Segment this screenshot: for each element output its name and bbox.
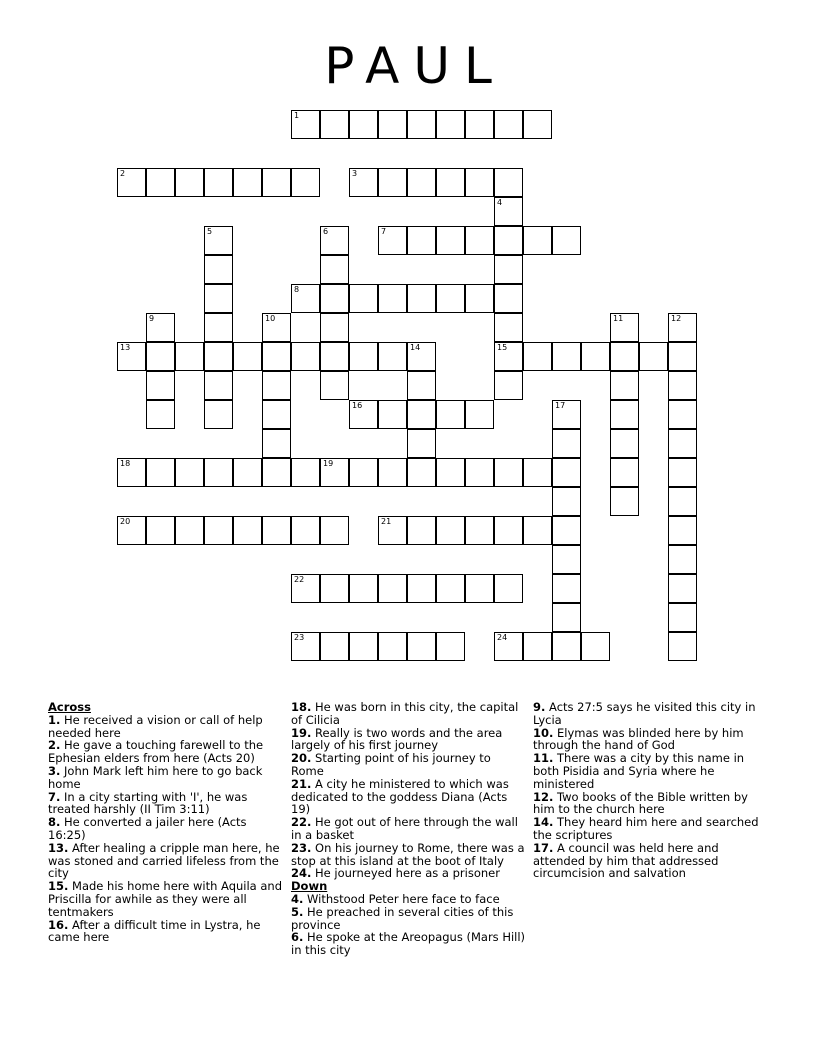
grid-cell[interactable] [552, 603, 581, 632]
across-header: Across [48, 700, 91, 714]
grid-cell[interactable] [146, 313, 175, 342]
clue-item [533, 727, 773, 753]
grid-cell[interactable] [175, 168, 204, 197]
grid-cell[interactable] [523, 458, 552, 487]
grid-cell[interactable] [146, 400, 175, 429]
grid-cell[interactable] [436, 516, 465, 545]
clue-item [533, 701, 773, 727]
grid-cell[interactable] [436, 458, 465, 487]
grid-cell[interactable] [349, 342, 378, 371]
grid-cell[interactable] [320, 110, 349, 139]
clue-text: Starting point of his journey to Rome [291, 751, 491, 778]
clue-text: A city he ministered to which was dedicated to the goddess Diana (Acts 19) [291, 776, 509, 817]
grid-cell[interactable] [494, 574, 523, 603]
clue-text: Two books of the Bible written by him to the church here [533, 789, 748, 817]
grid-cell[interactable] [668, 429, 697, 458]
clue-text: On his journey to Rome, there was a stop at this island at the boot of Italy [291, 840, 525, 868]
clue-item [291, 816, 527, 842]
grid-cell[interactable] [117, 458, 146, 487]
cell-number: 20 [120, 517, 131, 526]
grid-cell[interactable] [668, 342, 697, 371]
grid-cell[interactable] [146, 516, 175, 545]
grid-cell[interactable] [204, 400, 233, 429]
grid-cell[interactable] [436, 632, 465, 661]
clue-text: Withstood Peter here face to face [303, 891, 500, 906]
grid-cell[interactable] [349, 110, 378, 139]
grid-cell[interactable] [117, 168, 146, 197]
grid-cell[interactable] [407, 168, 436, 197]
grid-cell[interactable] [117, 516, 146, 545]
clue-text: In a city starting with 'I', he was treated harshly (II Tim 3:11) [48, 789, 248, 817]
grid-cell[interactable] [175, 342, 204, 371]
grid-cell[interactable] [378, 458, 407, 487]
grid-cell[interactable] [320, 226, 349, 255]
grid-cell[interactable] [436, 226, 465, 255]
grid-cell[interactable] [436, 110, 465, 139]
clue-text: He converted a jailer here (Acts 16:25) [48, 815, 247, 842]
grid-cell[interactable] [378, 110, 407, 139]
cell-number: 11 [613, 314, 624, 323]
grid-cell[interactable] [581, 632, 610, 661]
grid-cell[interactable] [320, 342, 349, 371]
grid-cell[interactable] [465, 284, 494, 313]
cell-number: 12 [671, 314, 682, 323]
grid-cell[interactable] [465, 400, 494, 429]
grid-cell[interactable] [494, 632, 523, 661]
grid-cell[interactable] [523, 632, 552, 661]
grid-cell[interactable] [639, 342, 668, 371]
clue-item [48, 739, 284, 765]
grid-cell[interactable] [204, 342, 233, 371]
grid-cell[interactable] [494, 458, 523, 487]
clue-text: There was a city by this name in both Pisidia and Syria where he ministered [533, 751, 745, 791]
clue-number: 20. [291, 751, 312, 766]
clue-item [291, 752, 527, 778]
clue-text: He was born in this city, the capital of Cilicia [291, 700, 519, 727]
grid-cell[interactable] [262, 371, 291, 400]
grid-cell[interactable] [204, 255, 233, 284]
grid-cell[interactable] [262, 342, 291, 371]
grid-cell[interactable] [378, 168, 407, 197]
grid-cell[interactable] [407, 226, 436, 255]
cell-number: 22 [294, 575, 305, 584]
clue-text: Elymas was blinded here by him through the hand of God [533, 725, 744, 753]
clue-number: 12. [533, 789, 554, 804]
clue-number: 18. [291, 700, 312, 714]
grid-cell[interactable] [407, 574, 436, 603]
cell-number: 24 [497, 633, 508, 642]
cell-number: 5 [207, 227, 213, 236]
grid-cell[interactable] [204, 168, 233, 197]
grid-cell[interactable] [494, 284, 523, 313]
clue-text: John Mark left him here to go back home [48, 763, 263, 791]
grid-cell[interactable] [494, 313, 523, 342]
cell-number: 19 [323, 459, 334, 468]
clue-number: 15. [48, 879, 69, 894]
grid-cell[interactable] [523, 342, 552, 371]
grid-cell[interactable] [494, 168, 523, 197]
grid-cell[interactable] [407, 632, 436, 661]
grid-cell[interactable] [146, 342, 175, 371]
grid-cell[interactable] [436, 400, 465, 429]
grid-cell[interactable] [668, 603, 697, 632]
grid-cell[interactable] [610, 371, 639, 400]
grid-cell[interactable] [552, 429, 581, 458]
cell-number: 8 [294, 285, 300, 294]
grid-cell[interactable] [465, 168, 494, 197]
grid-cell[interactable] [175, 516, 204, 545]
clue-number: 9. [533, 700, 546, 714]
cell-number: 1 [294, 111, 300, 120]
grid-cell[interactable] [407, 458, 436, 487]
puzzle-title: PAUL [324, 37, 506, 95]
grid-cell[interactable] [349, 632, 378, 661]
clue-number: 23. [291, 840, 312, 855]
grid-cell[interactable] [349, 574, 378, 603]
clue-text: He got out of here through the wall in a basket [291, 815, 518, 842]
clue-item [291, 701, 527, 727]
grid-cell[interactable] [465, 516, 494, 545]
clue-number: 21. [291, 776, 312, 791]
clue-number: 4. [291, 891, 304, 906]
grid-cell[interactable] [668, 313, 697, 342]
grid-cell[interactable] [494, 197, 523, 226]
clue-number: 24. [291, 866, 312, 881]
grid-cell[interactable] [465, 110, 494, 139]
grid-cell[interactable] [262, 400, 291, 429]
grid-cell[interactable] [204, 226, 233, 255]
clue-item [533, 752, 773, 790]
grid-cell[interactable] [552, 574, 581, 603]
grid-cell[interactable] [378, 342, 407, 371]
clue-text: He received a vision or call of help needed here [48, 712, 263, 740]
grid-cell[interactable] [436, 284, 465, 313]
grid-cell[interactable] [552, 516, 581, 545]
grid-cell[interactable] [291, 632, 320, 661]
grid-cell[interactable] [320, 313, 349, 342]
grid-cell[interactable] [407, 110, 436, 139]
grid-cell[interactable] [610, 458, 639, 487]
clue-number: 13. [48, 840, 69, 855]
grid-cell[interactable] [407, 400, 436, 429]
grid-cell[interactable] [291, 516, 320, 545]
grid-cell[interactable] [175, 458, 204, 487]
grid-cell[interactable] [262, 313, 291, 342]
clue-text: After a difficult time in Lystra, he came here [48, 917, 261, 945]
clue-number: 7. [48, 789, 61, 804]
grid-cell[interactable] [204, 371, 233, 400]
clue-number: 8. [48, 815, 61, 830]
grid-cell[interactable] [291, 458, 320, 487]
grid-cell[interactable] [494, 371, 523, 400]
clue-number: 16. [48, 917, 69, 932]
cell-number: 10 [265, 314, 276, 323]
grid-cell[interactable] [581, 342, 610, 371]
clue-column-2 [291, 701, 527, 957]
grid-cell[interactable] [146, 371, 175, 400]
clue-text: He gave a touching farewell to the Ephesian elders from here (Acts 20) [48, 738, 264, 766]
grid-cell[interactable] [610, 342, 639, 371]
grid-cell[interactable] [146, 168, 175, 197]
clue-item [291, 727, 527, 753]
grid-cell[interactable] [494, 342, 523, 371]
clue-number: 14. [533, 815, 554, 830]
grid-cell[interactable] [378, 574, 407, 603]
cell-number: 6 [323, 227, 329, 236]
grid-cell[interactable] [204, 313, 233, 342]
clue-item [291, 842, 527, 868]
grid-cell[interactable] [146, 458, 175, 487]
grid-cell[interactable] [262, 168, 291, 197]
grid-cell[interactable] [552, 632, 581, 661]
grid-cell[interactable] [668, 632, 697, 661]
clue-number: 6. [291, 930, 304, 945]
grid-cell[interactable] [378, 516, 407, 545]
grid-cell[interactable] [552, 487, 581, 516]
cell-number: 13 [120, 343, 131, 352]
clue-number: 11. [533, 751, 554, 766]
grid-cell[interactable] [349, 284, 378, 313]
grid-cell[interactable] [407, 516, 436, 545]
grid-cell[interactable] [378, 226, 407, 255]
grid-cell[interactable] [610, 429, 639, 458]
grid-cell[interactable] [610, 487, 639, 516]
clue-number: 10. [533, 725, 554, 740]
grid-cell[interactable] [378, 400, 407, 429]
clue-text: A council was held here and attended by him that addressed circumcision and salvation [533, 840, 719, 881]
clue-text: He spoke at the Areopagus (Mars Hill) in this city [291, 930, 526, 958]
grid-cell[interactable] [668, 516, 697, 545]
clue-item [48, 816, 284, 842]
grid-cell[interactable] [320, 632, 349, 661]
cell-number: 16 [352, 401, 363, 410]
clue-text: Really is two words and the area largely of his first journey [291, 725, 503, 753]
grid-cell[interactable] [465, 226, 494, 255]
grid-cell[interactable] [523, 110, 552, 139]
cell-number: 2 [120, 169, 126, 178]
grid-cell[interactable] [262, 516, 291, 545]
grid-cell[interactable] [291, 574, 320, 603]
clue-number: 17. [533, 840, 554, 855]
grid-cell[interactable] [407, 284, 436, 313]
grid-cell[interactable] [204, 284, 233, 313]
clue-text: Made his home here with Aquila and Priscilla for awhile as they were all tentmakers [48, 879, 283, 919]
grid-cell[interactable] [552, 400, 581, 429]
grid-cell[interactable] [465, 458, 494, 487]
grid-cell[interactable] [552, 226, 581, 255]
grid-cell[interactable] [668, 458, 697, 487]
clue-number: 19. [291, 725, 312, 740]
cell-number: 21 [381, 517, 392, 526]
grid-cell[interactable] [407, 371, 436, 400]
clue-item [533, 842, 773, 880]
clue-text: He journeyed here as a prisoner [311, 866, 500, 881]
cell-number: 3 [352, 169, 358, 178]
down-header: Down [291, 879, 328, 894]
clue-item [291, 906, 527, 932]
clue-text: After healing a cripple man here, he was stoned and carried lifeless from the city [48, 840, 280, 881]
grid-cell[interactable] [436, 574, 465, 603]
grid-cell[interactable] [494, 255, 523, 284]
grid-cell[interactable] [233, 168, 262, 197]
grid-cell[interactable] [320, 516, 349, 545]
clue-item [48, 791, 284, 817]
grid-cell[interactable] [610, 400, 639, 429]
grid-cell[interactable] [262, 458, 291, 487]
cell-number: 18 [120, 459, 131, 468]
cell-number: 14 [410, 343, 421, 352]
clue-item [291, 931, 527, 957]
grid-cell[interactable] [291, 168, 320, 197]
grid-cell[interactable] [552, 458, 581, 487]
grid-cell[interactable] [204, 516, 233, 545]
clue-number: 5. [291, 904, 304, 919]
grid-cell[interactable] [320, 574, 349, 603]
clue-item [291, 778, 527, 816]
clue-column-3 [533, 701, 773, 880]
cell-number: 9 [149, 314, 155, 323]
clue-item [533, 791, 773, 817]
cell-number: 17 [555, 401, 566, 410]
grid-cell[interactable] [320, 371, 349, 400]
clue-item [48, 842, 284, 880]
grid-cell[interactable] [378, 632, 407, 661]
grid-cell[interactable] [668, 487, 697, 516]
grid-cell[interactable] [610, 313, 639, 342]
clue-item [533, 816, 773, 842]
grid-cell[interactable] [233, 458, 262, 487]
grid-cell[interactable] [320, 255, 349, 284]
grid-cell[interactable] [378, 284, 407, 313]
grid-cell[interactable] [668, 371, 697, 400]
cell-number: 23 [294, 633, 305, 642]
grid-cell[interactable] [552, 545, 581, 574]
grid-cell[interactable] [494, 516, 523, 545]
grid-cell[interactable] [349, 168, 378, 197]
grid-cell[interactable] [523, 226, 552, 255]
grid-cell[interactable] [233, 516, 262, 545]
grid-cell[interactable] [465, 574, 494, 603]
clue-number: 3. [48, 763, 61, 778]
grid-cell[interactable] [349, 400, 378, 429]
grid-cell[interactable] [233, 342, 262, 371]
clue-number: 2. [48, 738, 61, 753]
grid-cell[interactable] [320, 458, 349, 487]
grid-cell[interactable] [349, 458, 378, 487]
grid-cell[interactable] [494, 110, 523, 139]
cell-number: 15 [497, 343, 508, 352]
grid-cell[interactable] [262, 429, 291, 458]
grid-cell[interactable] [407, 429, 436, 458]
grid-cell[interactable] [291, 342, 320, 371]
clue-text: He preached in several cities of this province [291, 904, 514, 932]
clue-text: Acts 27:5 says he visited this city in Lycia [533, 700, 756, 727]
grid-cell[interactable] [523, 516, 552, 545]
cell-number: 7 [381, 227, 387, 236]
clue-item [48, 880, 284, 918]
clue-item [48, 714, 284, 740]
grid-cell[interactable] [204, 458, 233, 487]
cell-number: 4 [497, 198, 503, 207]
clue-number: 22. [291, 815, 312, 830]
clue-column-1 [48, 701, 284, 944]
grid-cell[interactable] [117, 342, 146, 371]
clue-number: 1. [48, 712, 61, 727]
grid-cell[interactable] [668, 400, 697, 429]
grid-cell[interactable] [668, 574, 697, 603]
grid-cell[interactable] [291, 110, 320, 139]
grid-cell[interactable] [436, 168, 465, 197]
grid-cell[interactable] [494, 226, 523, 255]
grid-cell[interactable] [320, 284, 349, 313]
grid-cell[interactable] [668, 545, 697, 574]
clue-item [48, 765, 284, 791]
grid-cell[interactable] [407, 342, 436, 371]
grid-cell[interactable] [291, 284, 320, 313]
clue-item [48, 919, 284, 945]
grid-cell[interactable] [552, 342, 581, 371]
clue-text: They heard him here and searched the scriptures [533, 815, 759, 842]
